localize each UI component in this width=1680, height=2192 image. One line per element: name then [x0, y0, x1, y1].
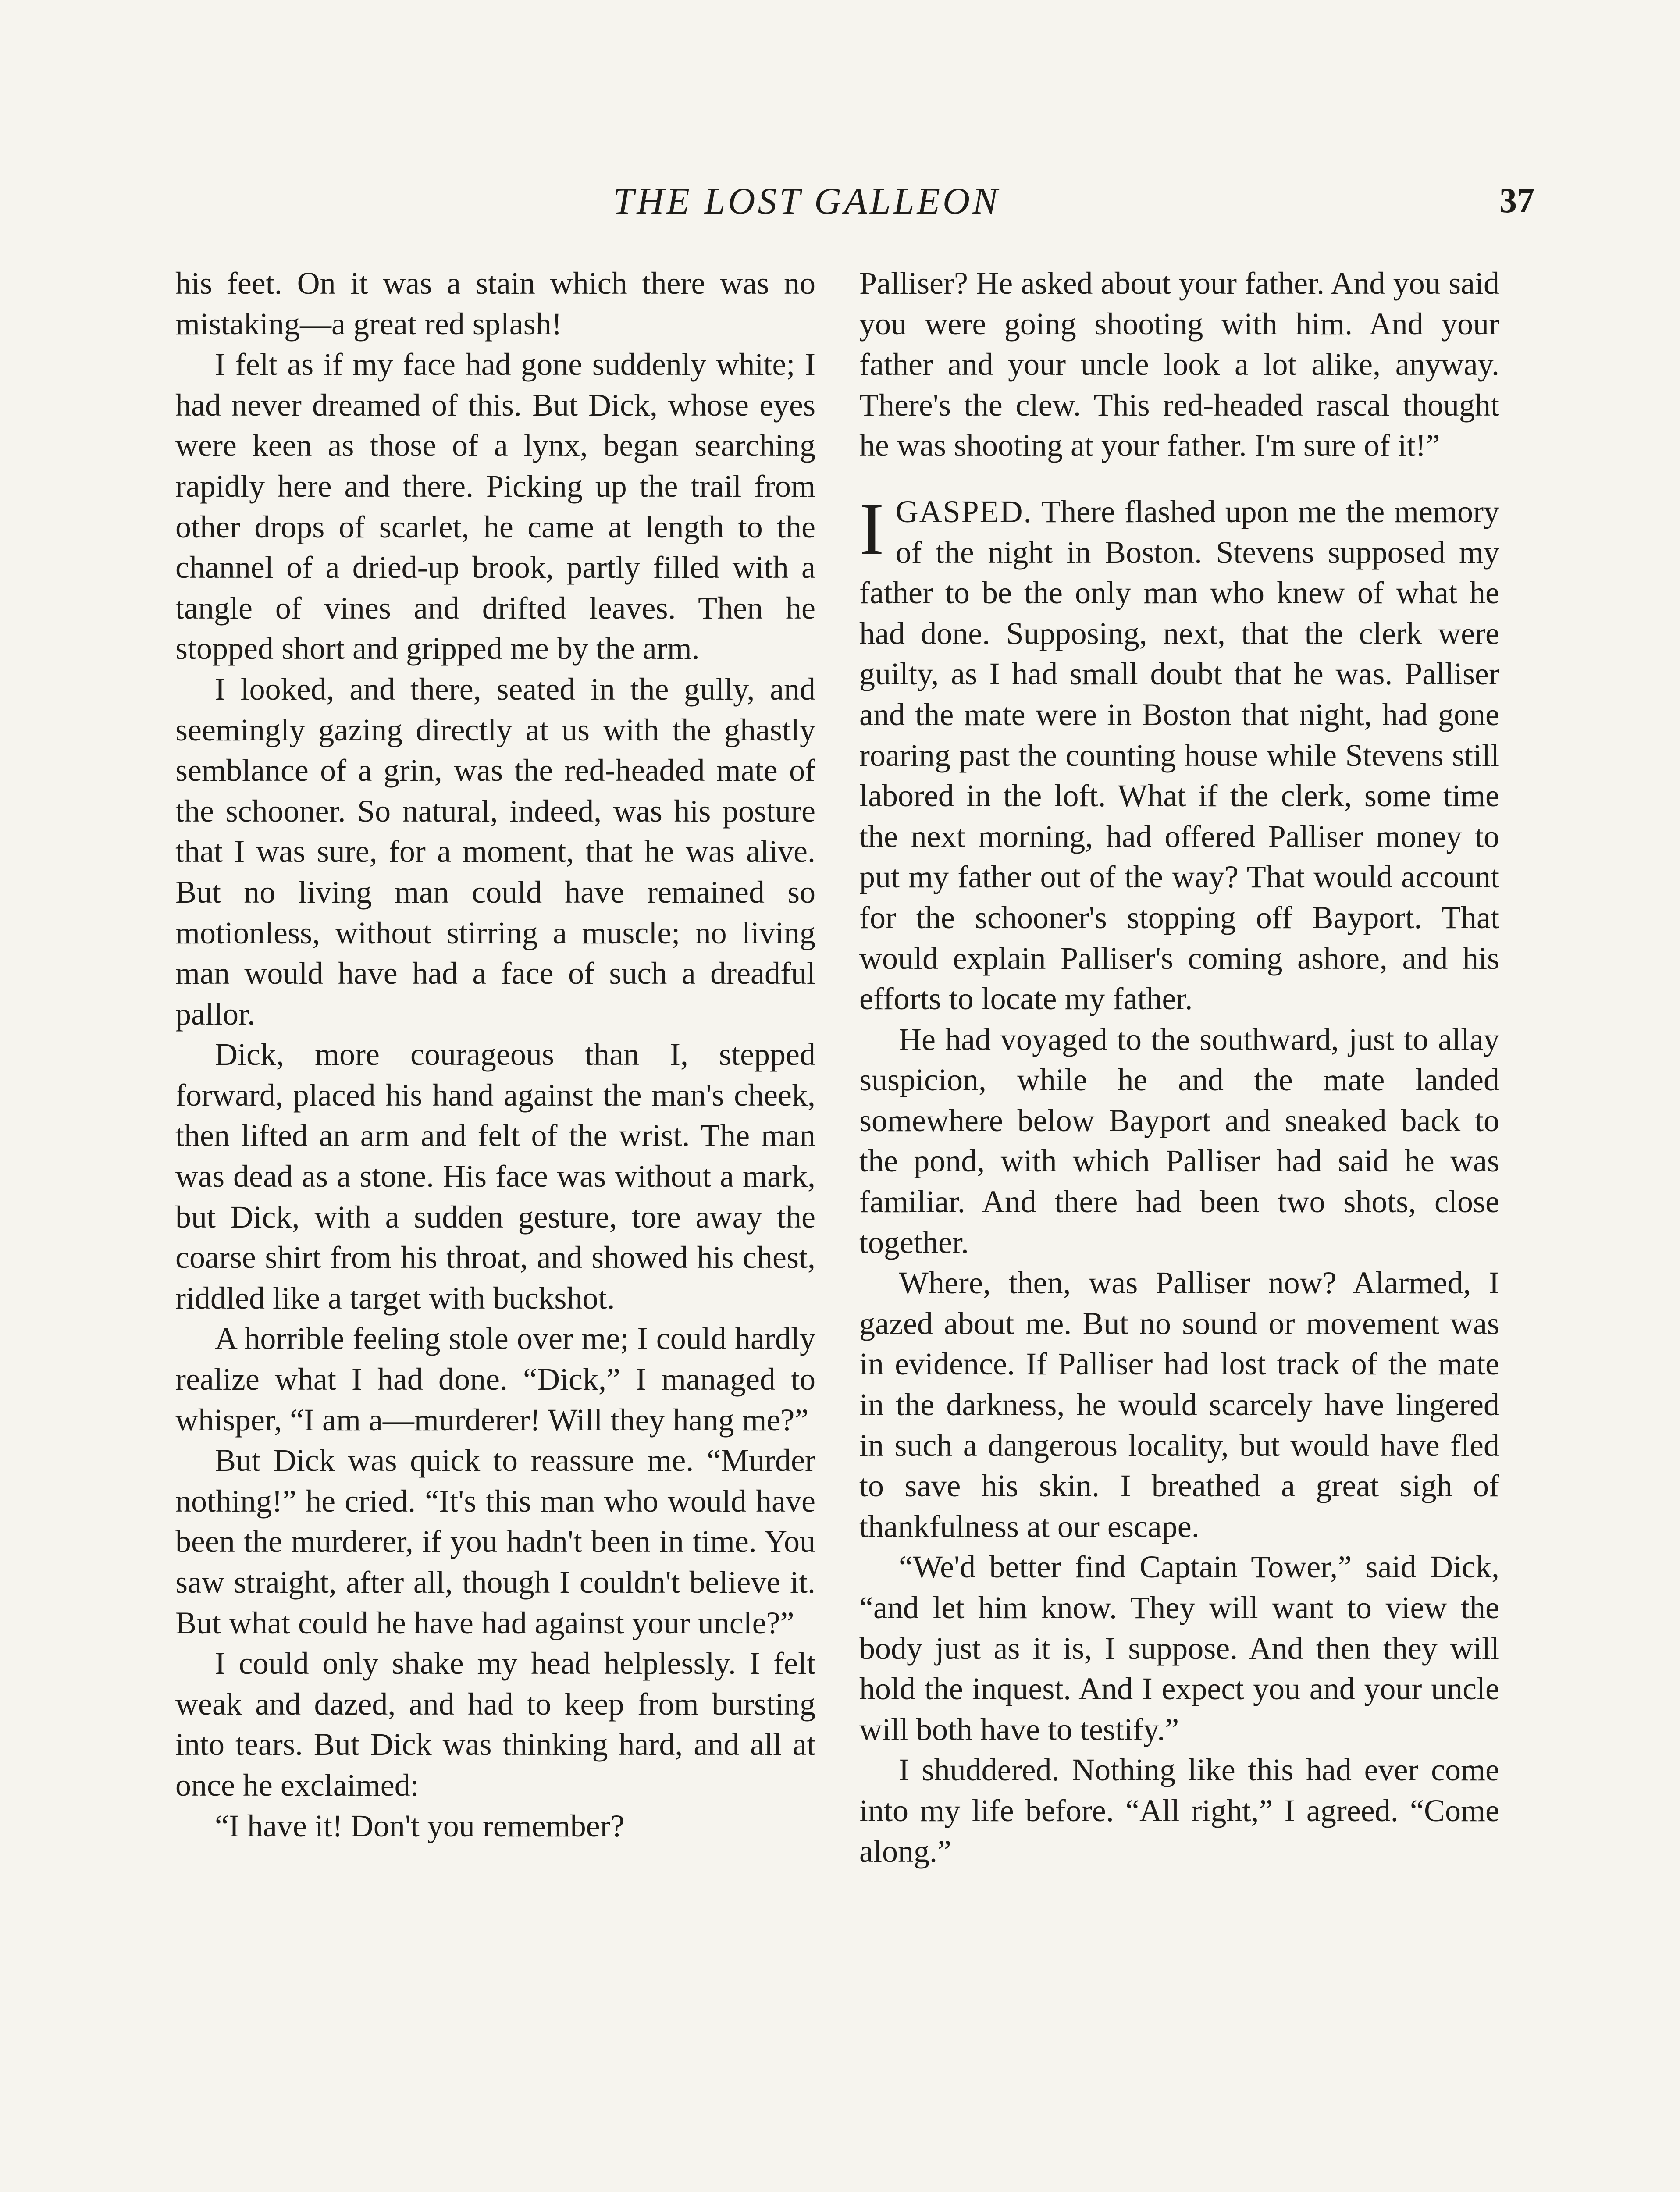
- paragraph-text: There flashed upon me the memory of the night in Boston. Stevens supposed my father to be the only man who knew of what he had done. Supposing, next, that the clerk were guilty, as I had small doubt that he was. Palliser and the mate were in Boston that night, had gone roaring past the counting house while Stevens still labored in the loft. What if the clerk, some time the next morning, had offered Palliser money to put my father out of the way? That would account for the schooner's stopping off Bayport. That would explain Palliser's coming ashore, and his efforts to locate my father.: [859, 494, 1499, 1017]
- paragraph: “We'd better find Captain Tower,” said Dick, “and let him know. They will want to view the body just as it is, I suppose. And then they will hold the inquest. And I expect you and your uncle will both have to testify.”: [859, 1549, 1499, 1747]
- page-header: [0, 174, 1680, 245]
- paragraph: “I have it! Don't you remember?: [215, 1808, 625, 1843]
- paragraph: I looked, and there, seated in the gully, and seemingly gazing directly at us with the ghastly semblance of a grin, was the red-headed mate of the schooner. So natural, indeed, was his posture that I was sure, for a moment, that he was alive. But no living man could have remained so motionless, without stirring a muscle; no living man would have had a face of such a dreadful pallor.: [175, 671, 815, 1032]
- paragraph: Palliser? He asked about your father. And you said you were going shooting with him. And your father and your uncle look a lot alike, anyway. There's the clew. This red-headed rascal thought he was shooting at your father. I'm sure of it!”: [859, 266, 1499, 463]
- left-column: [175, 263, 815, 1846]
- right-column: [859, 263, 1499, 1872]
- dropcap-paragraph: [859, 487, 1499, 1019]
- paragraph: I could only shake my head helplessly. I felt weak and dazed, and had to keep from bursting into tears. But Dick was thinking hard, and all at once he exclaimed:: [175, 1646, 815, 1803]
- paragraph: A horrible feeling stole over me; I could hardly realize what I had done. “Dick,” I managed to whisper, “I am a—murderer! Will they hang me?”: [175, 1321, 815, 1438]
- paragraph: his feet. On it was a stain which there was no mistaking—a great red splash!: [175, 266, 815, 342]
- paragraph: He had voyaged to the southward, just to allay suspicion, while he and the mate landed somewhere below Bayport and sneaked back to the pond, with which Palliser had said he was familiar. And there had been two shots, close together.: [859, 1021, 1499, 1260]
- paragraph: But Dick was quick to reassure me. “Murder nothing!” he cried. “It's this man who would have been the murderer, if you hadn't been in time. You saw straight, after all, though I couldn't believe it. But what could he have had against your uncle?”: [175, 1443, 815, 1640]
- paragraph: I felt as if my face had gone suddenly white; I had never dreamed of this. But Dick, whose eyes were keen as those of a lynx, began searching rapidly here and there. Picking up the trail from other drops of scarlet, he came at length to the channel of a dried-up brook, partly filled with a tangle of vines and drifted leaves. Then he stopped short and gripped me by the arm.: [175, 347, 815, 666]
- dropcap-lead: IGASPED.: [859, 487, 1032, 570]
- page-number: 37: [1499, 181, 1534, 220]
- running-title: THE LOST GALLEON: [613, 180, 1000, 222]
- paragraph: Where, then, was Palliser now? Alarmed, I gazed about me. But no sound or movement was in evidence. If Palliser had lost track of the mate in the darkness, he would scarcely have lingered in such a dangerous locality, but would have fled to save his skin. I breathed a great sigh of thankfulness at our escape.: [859, 1265, 1499, 1544]
- paragraph: I shuddered. Nothing like this had ever come into my life before. “All right,” I agreed. “Come along.”: [859, 1752, 1499, 1869]
- paragraph: Dick, more courageous than I, stepped forward, placed his hand against the man's cheek, then lifted an arm and felt of the wrist. The man was dead as a stone. His face was without a mark, but Dick, with a sudden gesture, tore away the coarse shirt from his throat, and showed his chest, riddled like a target with buckshot.: [175, 1037, 815, 1316]
